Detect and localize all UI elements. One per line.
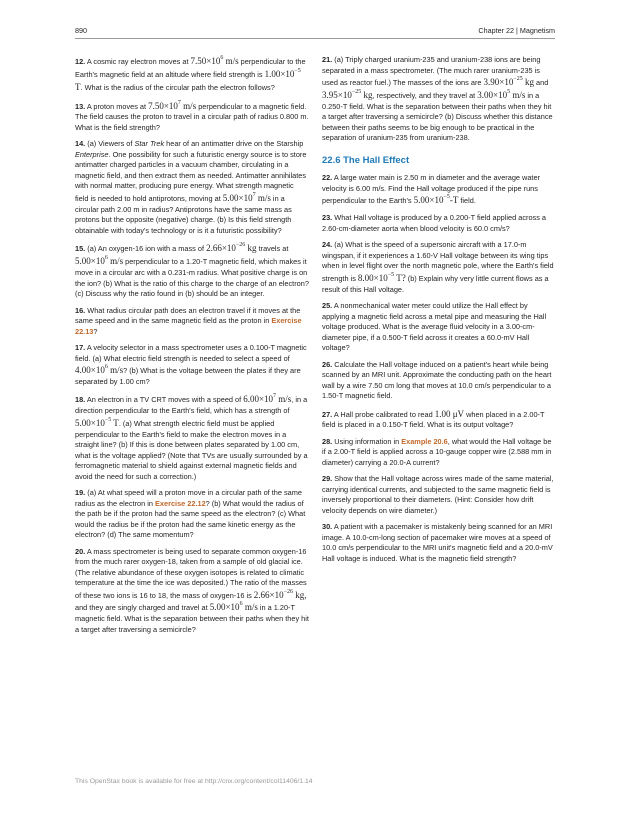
question-number: 20.	[75, 546, 86, 556]
question-text: Show that the Hall voltage across wires made of the same material, carrying identical currents, and subjected to the same magnetic field is inversely proportional to their diameters. (Hint: Consider how drift velocity depends on wire diameter.)	[322, 474, 554, 515]
question-text: A cosmic ray electron moves at	[86, 57, 191, 66]
question-text: (b) Explain why very little current flows as a result of this Hall voltage.	[322, 273, 549, 294]
math: $5.00\times 10^{-5}-T$	[413, 194, 459, 206]
question-number: 24.	[322, 240, 333, 250]
question-number: 30.	[322, 522, 333, 532]
question-text: A velocity selector in a mass spectrometer uses a 0.100-T magnetic field. (a) What electric field strength is needed to select a speed of	[75, 343, 307, 363]
question-text: perpendicular to a 1.20-T magnetic field, which makes it move in a circular arc with a 0.231-m radius. What positive charge is on the ion? (b) What is the ratio of this charge to the charge of an electron? (c) Discuss why the ratio found in (b) should be an integer.	[75, 257, 309, 299]
question-number: 15.	[75, 244, 86, 254]
page-number: 890	[75, 26, 87, 35]
math: $3.90\times 10^{-25}$ kg	[483, 76, 534, 87]
question-number: 23.	[322, 213, 333, 223]
header-divider	[75, 38, 555, 39]
question-text: Calculate the Hall voltage induced on a patient's heart while being scanned by an MRI unit. Approximate the conducting path on the heart wall by a wire 7.50 cm long that moves at 10.0 cm/s perpendicular to a 1.50-T magnetic field.	[322, 359, 552, 401]
question-24	[322, 240, 556, 295]
question-16	[75, 306, 309, 338]
left-column	[75, 55, 309, 641]
question-number: 16.	[75, 305, 86, 315]
footer-note: This OpenStax book is available for free at http://cnx.org/content/col11406/1.14	[75, 778, 313, 785]
question-15	[75, 242, 309, 299]
question-text: (a) At what speed will a proton move in a circular path of the same radius as the electron in	[75, 488, 302, 508]
exercise-link[interactable]: Exercise 22.12	[155, 498, 206, 508]
question-text: (a) An oxygen-16 ion with a mass of	[87, 244, 207, 254]
question-number: 19.	[75, 488, 86, 498]
question-text: A patient with a pacemaker is mistakenly being scanned for an MRI image. A 10.0-cm-long section of pacemaker wire moves at a speed of 10.0 cm/s perpendicular to the MRI unit's magnetic field and a 20.0-mV Hall voltage is induced. What is the magnetic field strength?	[322, 522, 553, 563]
question-text: What Hall voltage is produced by a 0.200-T field applied across a 2.60-cm-diameter aorta when blood velocity is 60.0 cm/s?	[322, 213, 546, 233]
question-text: . (a) What strength electric field must be applied perpendicular to the Earth's field to make the electron moves in a straight line? (b) If this is done between plates separated by 1.00 cm, what is the voltage applied? (Note that TVs are usually surrounded by a ferromagnetic material to shield against external magnetic fields and avoid the need for such a correction.)	[75, 418, 308, 481]
question-text: , respectively, and they travel at	[372, 90, 478, 100]
italic-title: Enterprise	[75, 149, 109, 159]
question-text: when placed in a 2.00-T field is placed in a 0.150-T field. What is its output voltage?	[322, 409, 545, 430]
question-text: ? (b) What would the radius of the path be if the proton had the same speed as the electron? (c) What would the radius be if the proton had the same kinetic energy as the electron? (d) The same momentum?	[75, 498, 306, 540]
question-number: 25.	[322, 301, 333, 311]
math: $2.66\times 10^{-26}$ kg,	[253, 588, 307, 600]
question-number: 12.	[75, 57, 86, 66]
example-link[interactable]: Example 20.6	[401, 436, 448, 446]
right-column	[322, 55, 556, 570]
question-text: ?	[93, 326, 98, 336]
question-text: hear of an antimatter drive on the Starship	[164, 139, 304, 149]
italic-title: Star Trek	[134, 139, 165, 149]
question-text: and	[533, 78, 549, 87]
math: $3.00\times 10^5$ m/s	[477, 88, 526, 100]
question-number: 17.	[75, 343, 86, 353]
math: $4.00\times 10^6$ m/s	[75, 364, 124, 376]
chapter-title: Chapter 22 | Magnetism	[478, 26, 555, 35]
question-text: in a 0.250-T field. What is the separation between their paths when they hit a target after traversing a semicircle? (b) Discuss whether this distance between their paths seems to be big enough to be practical in the separation of uranium-235 from uranium-238.	[322, 90, 553, 143]
math: $5.00\times 10^7$ m/s	[222, 191, 271, 203]
question-12	[75, 55, 309, 94]
question-text: , what would the Hall voltage be if a 2.00-T field is applied across a 10-gauge copper wire (2.588 mm in diameter) carrying a 20.0-A current?	[322, 436, 552, 467]
question-text: , in a direction perpendicular to the Earth's field, which has a strength of	[75, 395, 308, 416]
question-18	[75, 393, 309, 482]
question-text: field.	[458, 196, 476, 206]
question-text: A proton moves at	[86, 101, 149, 111]
question-text: . What is the radius of the circular path the electron follows?	[80, 82, 275, 92]
question-30	[322, 522, 556, 564]
question-number: 13.	[75, 101, 86, 111]
question-number: 22.	[322, 173, 333, 183]
math: $7.50\times 10^7$ m/s	[148, 99, 197, 111]
question-text: and they are singly charged and travel at	[75, 603, 210, 613]
question-text: in a circular path 2.00 m in radius? Antiprotons have the same mass as protons but the opposite (negative) charge. (b) Is this field strength obtainable with today's technology or is it a futuristic possibility?	[75, 193, 292, 235]
question-22	[322, 173, 556, 207]
question-number: 26.	[322, 359, 333, 369]
question-number: 18.	[75, 395, 86, 405]
question-text: An electron in a TV CRT moves with a speed of	[86, 395, 244, 405]
question-text: Using information in	[334, 436, 402, 446]
question-text: travels at	[258, 244, 289, 254]
question-28	[322, 437, 556, 469]
question-13	[75, 100, 309, 134]
math: $8.00\times 10^{-5}$ T?	[357, 271, 406, 283]
math: $5.00\times 10^6$ m/s	[75, 255, 124, 267]
question-text: ? (b) What is the voltage between the plates if they are separated by 1.00 cm?	[75, 366, 301, 386]
section-heading: 22.6 The Hall Effect	[322, 154, 410, 166]
math: $1.00\times 10^{-5}$ T	[75, 67, 301, 92]
question-20	[75, 547, 309, 636]
math: $3.95\times 10^{-25}$ kg	[322, 88, 373, 100]
question-number: 27.	[322, 409, 333, 419]
question-text: perpendicular to a magnetic field. The field causes the proton to travel in a circular path of radius 0.800 m. What is the field strength?	[75, 101, 309, 132]
question-text: What radius circular path does an electron travel if it moves at the same speed and in the same magnetic field as the proton in	[75, 305, 301, 326]
question-text: A large water main is 2.50 m in diameter and the average water velocity is 6.00 m/s. Find the Hall voltage produced if the pipe runs perpendicular to the Earth's	[322, 173, 541, 206]
question-27	[322, 408, 556, 431]
question-text: A nonmechanical water meter could utilize the Hall effect by applying a magnetic field across a metal pipe and measuring the Hall voltage produced. What is the average fluid velocity in a 3.00-cm-diameter pipe, if a 0.500-T field across it creates a 60.0-mV Hall voltage?	[322, 301, 547, 353]
question-14	[75, 139, 309, 236]
math: $5.00\times 10^6$ m/s	[209, 601, 258, 613]
math: $2.66\times 10^{-26}$ kg	[206, 242, 257, 254]
question-26	[322, 360, 556, 402]
question-number: 28.	[322, 436, 333, 446]
math: $5.00\times 10^{-5}$ T	[75, 416, 119, 428]
question-text: A Hall probe calibrated to read	[333, 409, 435, 419]
question-29	[322, 474, 556, 516]
math: 1.00 μV	[434, 408, 465, 419]
question-number: 14.	[75, 139, 86, 149]
question-text: (a) Viewers of	[87, 139, 135, 149]
question-23	[322, 213, 556, 234]
math: $7.50\times 10^6$ m/s	[190, 55, 239, 66]
question-17	[75, 343, 309, 387]
question-text: perpendicular to the Earth's magnetic field at an altitude where field strength is	[75, 57, 306, 79]
question-text: (a) What is the speed of a supersonic aircraft with a 17.0-m wingspan, if it experiences a 1.60-V Hall voltage between its wing tips when in level flight over the north magnetic pole, where the Earth's field strength is	[322, 240, 554, 283]
question-number: 21.	[322, 55, 333, 64]
question-text: (a) Triply charged uranium-235 and uranium-238 ions are being separated in a mass spectrometer. (The much rarer uranium-235 is used as reactor fuel.) The masses of the ions are	[322, 55, 541, 87]
math: $6.00\times 10^7$ m/s	[243, 393, 292, 405]
question-19	[75, 488, 309, 541]
question-25	[322, 301, 556, 354]
question-text: A mass spectrometer is being used to separate common oxygen-16 from the much rarer oxygen-18, taken from a sample of old glacial ice. (The relative abundance of these oxygen isotopes is related to climatic temperature at the time the ice was deposited.) The ratio of the masses of these two ions is 16 to 18, the mass of oxygen-16 is	[75, 546, 307, 600]
question-number: 29.	[322, 474, 333, 484]
question-text: in a 1.20-T magnetic field. What is the separation between their paths when they hit a target after traversing a semicircle?	[75, 603, 309, 634]
exercise-link[interactable]: Exercise 22.13	[75, 316, 302, 336]
question-21	[322, 55, 556, 144]
question-text: . One possibility for such a futuristic energy source is to store antimatter charged particles in a vacuum chamber, circulating in a magnetic field, and then extract them as needed. Antimatter annihilates with normal matter, producing pure energy. What strength magnetic field is needed to hold antiprotons, moving at	[75, 149, 307, 203]
